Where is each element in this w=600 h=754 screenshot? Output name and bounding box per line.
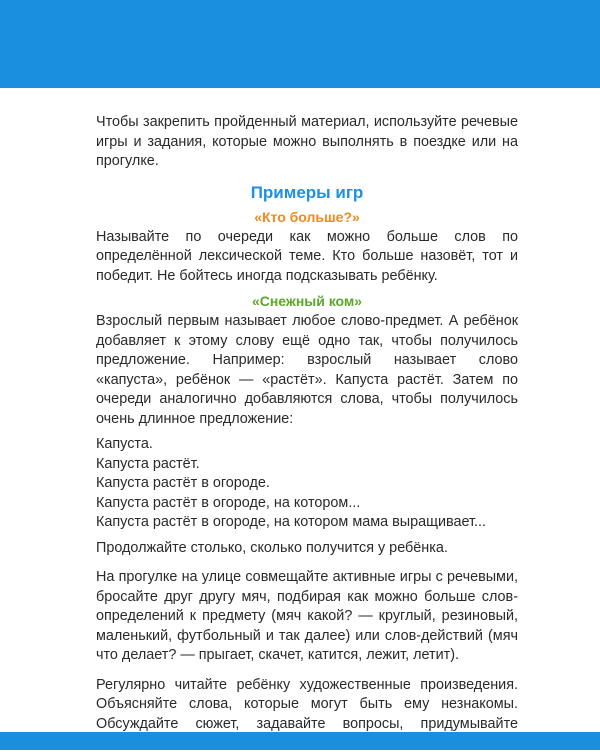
- example-line: Капуста.: [96, 436, 153, 452]
- game-title-snowball: «Снежный ком»: [251, 293, 363, 309]
- game-text-who-more: Называйте по очереди как можно больше слов по определённой лексической теме. Кто больше назовёт, тот и победит. Не бойтесь иногда подсказывать ребёнку.: [96, 228, 518, 284]
- example-line: Капуста растёт в огороде.: [96, 475, 270, 491]
- example-line: Капуста растёт в огороде, на котором мама выращивает...: [96, 514, 486, 530]
- top-color-band: [0, 0, 600, 88]
- example-line: Капуста растёт.: [96, 455, 200, 472]
- walk-paragraph: На прогулке на улице совмещайте активные игры с речевыми, бросайте друг другу мяч, подбирая как можно больше слов-определений к предмету (мяч какой? — круглый, резиновый, маленький, футбольный и так далее) или слов-действий (мяч что делает? — прыгает, скачет, катится, лежит, летит).: [96, 569, 518, 663]
- game-outro-snowball: Продолжайте столько, сколько получится у ребёнка.: [96, 539, 448, 556]
- bottom-color-band: [0, 732, 600, 750]
- section-title: Примеры игр: [250, 182, 364, 202]
- game-title-who-more: «Кто больше?»: [254, 208, 360, 225]
- intro-paragraph: Чтобы закрепить пройденный материал, используйте речевые игры и задания, которые можно выполнять в поездке или на прогулке.: [96, 114, 518, 169]
- page-content: [96, 113, 518, 754]
- example-list: [96, 435, 518, 533]
- example-line: Капуста растёт в огороде, на котором...: [96, 494, 361, 511]
- reading-paragraph: Регулярно читайте ребёнку художественные произведения. Объясняйте слова, которые могут быть ему незнакомы. Обсуждайте сюжет, задавайте вопросы, придумывайте: [96, 676, 518, 732]
- game-text-snowball: Взрослый первым называет любое слово-предмет. А ребёнок добавляет к этому слову ещё одно так, чтобы получилось предложение. Например: взрослый называет слово «капуста», ребёнок — «растёт». Капуста растёт. Затем по очереди аналогично добавляются слова, чтобы получилось очень длинное предложение:: [96, 313, 518, 427]
